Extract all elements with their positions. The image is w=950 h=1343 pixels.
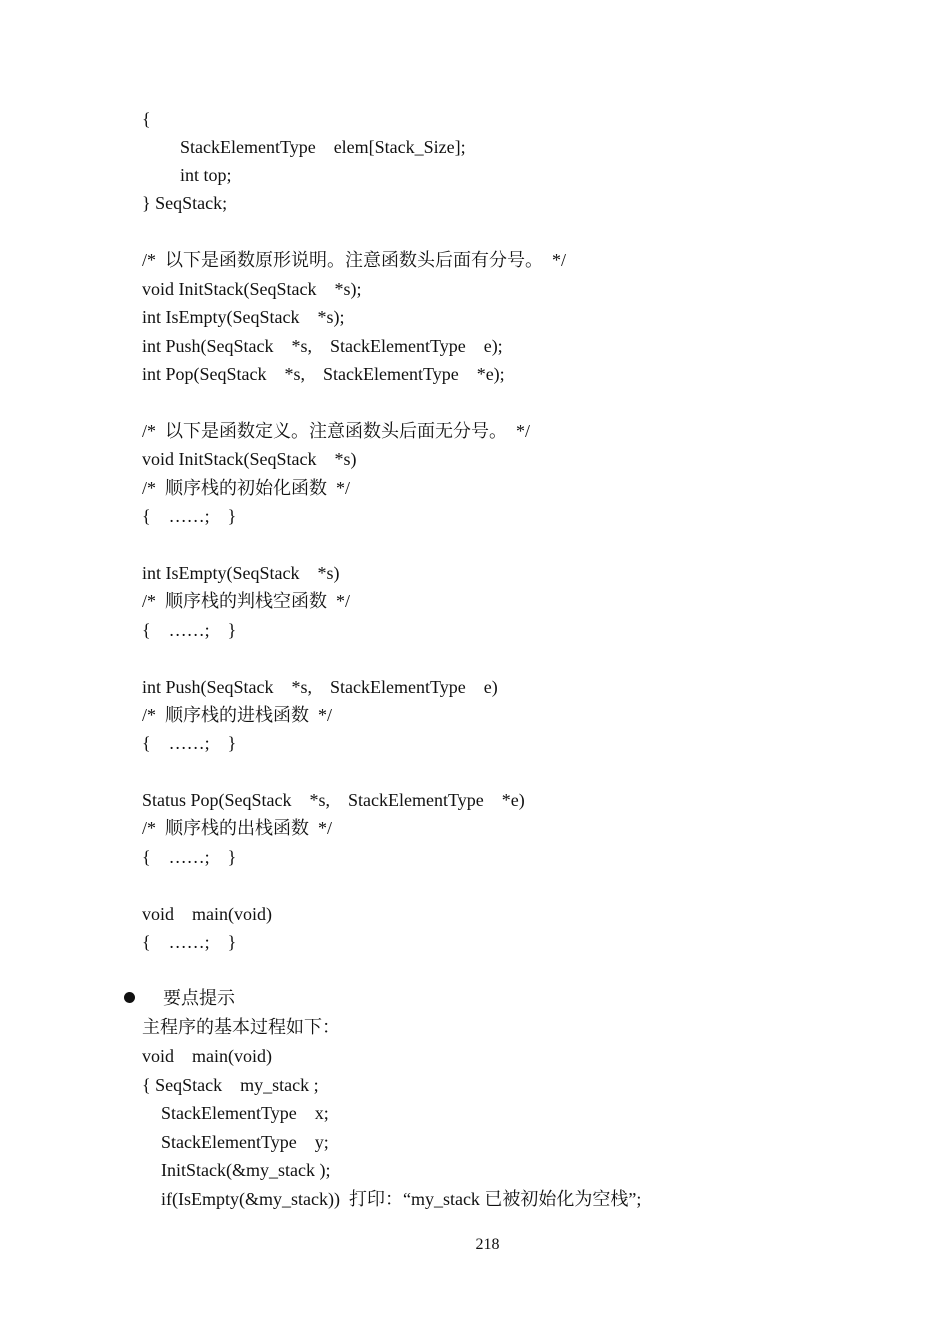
code-line: void InitStack(SeqStack *s); [142, 279, 362, 299]
bullet-icon [124, 992, 135, 1003]
code-line: int Pop(SeqStack *s, StackElementType *e); [142, 364, 505, 384]
code-line: { ……; } [142, 932, 237, 952]
code-line: int top; [180, 165, 232, 185]
code-line: void main(void) [142, 904, 272, 924]
code-line: { ……; } [142, 847, 237, 867]
hint-line: InitStack(&my_stack ); [161, 1160, 331, 1180]
code-comment: /* 以下是函数定义。注意函数头后面无分号。 */ [142, 421, 530, 441]
hint-line: StackElementType x; [161, 1103, 329, 1123]
hint-line: if(IsEmpty(&my_stack)) 打印：“my_stack 已被初始化为空栈”; [161, 1189, 642, 1209]
code-comment: /* 顺序栈的出栈函数 */ [142, 818, 333, 838]
code-comment: /* 顺序栈的判栈空函数 */ [142, 591, 351, 611]
hint-line: 主程序的基本过程如下： [142, 1017, 340, 1037]
code-line: } SeqStack; [142, 193, 228, 213]
hint-line: { SeqStack my_stack ; [142, 1075, 319, 1095]
hint-line: void main(void) [142, 1046, 272, 1066]
code-line: Status Pop(SeqStack *s, StackElementType *e) [142, 790, 525, 810]
code-line: int IsEmpty(SeqStack *s) [142, 563, 340, 583]
code-line: { ……; } [142, 506, 237, 526]
page-number: 218 [475, 1236, 500, 1253]
code-line: void InitStack(SeqStack *s) [142, 449, 357, 469]
code-comment: /* 顺序栈的初始化函数 */ [142, 478, 351, 498]
code-line: StackElementType elem[Stack_Size]; [180, 137, 466, 157]
code-line: { ……; } [142, 733, 237, 753]
code-line: int Push(SeqStack *s, StackElementType e); [142, 336, 503, 356]
code-comment: /* 顺序栈的进栈函数 */ [142, 705, 333, 725]
code-line: { [142, 109, 151, 129]
code-comment: /* 以下是函数原形说明。注意函数头后面有分号。 */ [142, 250, 566, 270]
code-line: int IsEmpty(SeqStack *s); [142, 307, 345, 327]
hint-line: StackElementType y; [161, 1132, 329, 1152]
section-heading: 要点提示 [163, 988, 235, 1008]
code-line: { ……; } [142, 620, 237, 640]
code-line: int Push(SeqStack *s, StackElementType e) [142, 677, 498, 697]
